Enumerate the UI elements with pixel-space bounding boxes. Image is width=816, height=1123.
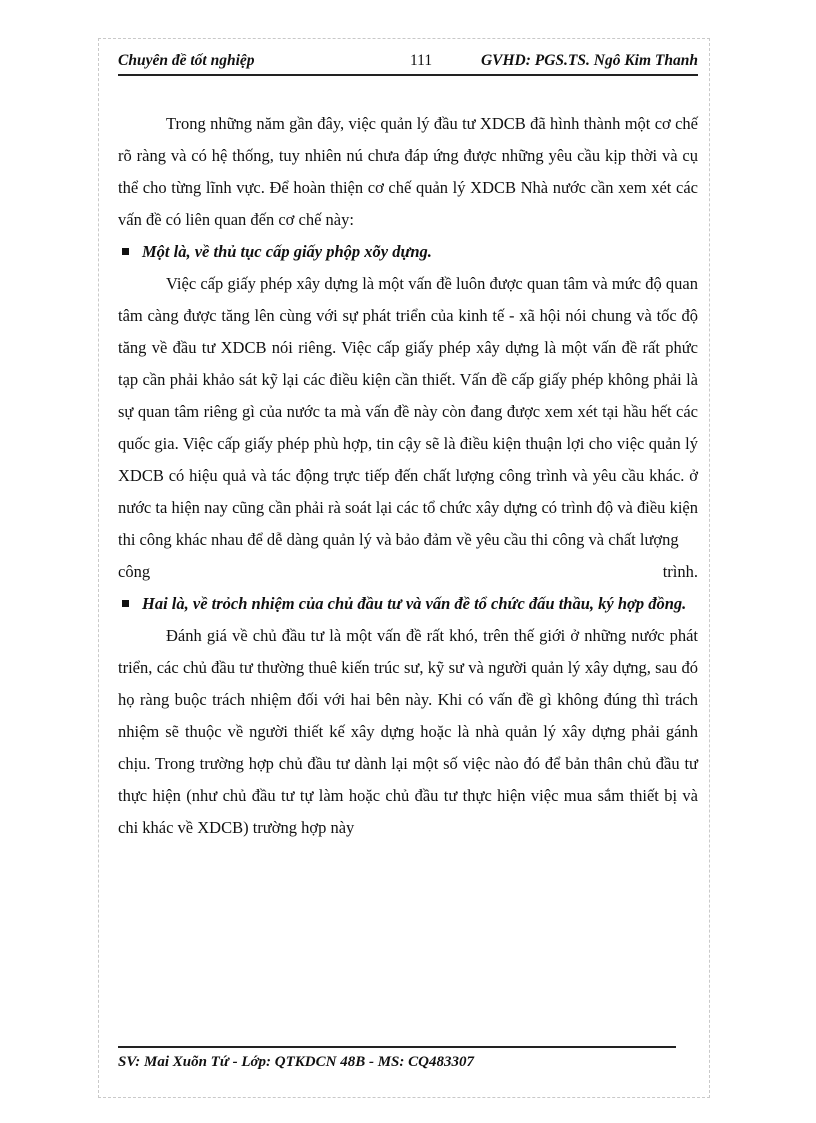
- header-supervisor: GVHD: PGS.TS. Ngô Kim Thanh: [480, 52, 698, 69]
- bullet-item-2: [118, 588, 698, 620]
- last-line-right: trình.: [662, 562, 698, 581]
- page-footer: [118, 1046, 676, 1071]
- header-document-type: Chuyên đề tốt nghiệp: [118, 52, 255, 69]
- last-line-left: công: [118, 562, 151, 581]
- paragraph-permit: Việc cấp giấy phép xây dựng là một vấn đề luôn được quan tâm và mức độ quan tâm càng được tăng lên cùng với sự phát triển của kinh tế - xã hội nói chung và tốc độ tăng về đầu tư XDCB nói riêng. Việc cấp giấy phép xây dựng là một vấn đề rất phức tạp cần phải khảo sát kỹ lại các điều kiện cần thiết. Vấn đề cấp giấy phép không phải là sự quan tâm riêng gì của nước ta mà vấn đề này còn đang được xem xét tại hầu hết các quốc gia. Việc cấp giấy phép phù hợp, tin cậy sẽ là điều kiện thuận lợi cho việc quản lý XDCB có hiệu quả và tác động trực tiếp đến chất lượng công trình và yêu cầu khác. ở nước ta hiện nay cũng cần phải rà soát lại các tổ chức xây dựng có trình độ và điều kiện thi công khác nhau để dễ dàng quản lý và bảo đảm về yêu cầu thi công và chất lượng: [118, 274, 698, 549]
- document-body: [118, 108, 698, 844]
- footer-student-info: SV: Mai Xuõn Tứ - Lớp: QTKDCN 48B - MS: CQ483307: [118, 1054, 474, 1070]
- bullet-item-2-text: Hai là, về trỏch nhiệm của chủ đầu tư và vấn đề tổ chức đấu thầu, ký hợp đồng.: [142, 594, 687, 613]
- square-bullet-icon: [122, 248, 129, 255]
- page-number: 111: [410, 52, 433, 69]
- bullet-item-1: [118, 236, 698, 268]
- paragraph-intro: Trong những năm gần đây, việc quản lý đầu tư XDCB đã hình thành một cơ chế rõ ràng và có hệ thống, tuy nhiên nú chưa đáp ứng được những yêu cầu kịp thời và cụ thể cho từng lĩnh vực. Để hoàn thiện cơ chế quản lý XDCB Nhà nước cần xem xét các vấn đề có liên quan đến cơ chế này:: [118, 114, 698, 229]
- bullet-item-1-text: Một là, về thủ tục cấp giấy phộp xõy dựng.: [142, 242, 432, 261]
- page-header: [118, 50, 698, 76]
- paragraph-investor: Đánh giá về chủ đầu tư là một vấn đề rất khó, trên thế giới ở những nước phát triển, các chủ đầu tư thường thuê kiến trúc sư, kỹ sư và người quản lý xây dựng, sau đó họ ràng buộc trách nhiệm đối với hai bên này. Khi có vấn đề gì không đúng thì trách nhiệm sẽ thuộc về người thiết kế xây dựng hoặc là nhà quản lý xây dựng phải gánh chịu. Trong trường hợp chủ đầu tư dành lại một số việc nào đó để bản thân chủ đầu tư thực hiện (như chủ đầu tư tự làm hoặc chủ đầu tư thực hiện việc mua sắm thiết bị và chi khác về XDCB) trường hợp này: [118, 626, 698, 837]
- square-bullet-icon: [122, 600, 129, 607]
- paragraph-permit-last-line: [118, 556, 698, 588]
